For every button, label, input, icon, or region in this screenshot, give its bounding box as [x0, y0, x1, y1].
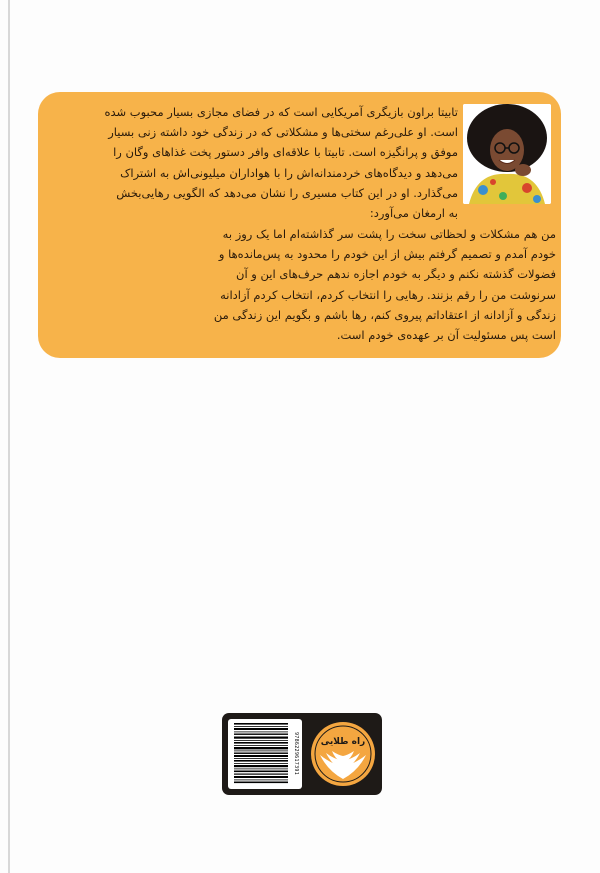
publisher-logo — [308, 719, 378, 789]
author-bio-text — [58, 102, 458, 223]
quote-line: من هم مشکلات و لحظاتی سخت را پشت سر گذاشته‌ام اما یک روز به — [222, 227, 556, 241]
quote-line: سرنوشت من را رقم بزنند. رهایی را انتخاب کردم، انتخاب کردم آزادانه — [220, 287, 556, 302]
author-quote-text — [58, 224, 556, 345]
isbn-number: 9786229617391 — [293, 732, 299, 776]
bio-line: می‌دهد و دیدگاه‌های خردمندانه‌اش را با هواداران میلیونی‌اش به اشتراک — [120, 165, 458, 180]
barcode-publisher-block — [222, 713, 382, 795]
bio-line: است. او علی‌رغم سختی‌ها و مشکلاتی که در زندگی خود داشته زنی بسیار — [108, 125, 458, 140]
page-edge — [8, 0, 10, 873]
publisher-logo-text: راه طلایی — [320, 737, 366, 747]
quote-line: است پس مسئولیت آن بر عهده‌ی خودم است. — [336, 328, 556, 343]
isbn-barcode — [228, 719, 302, 789]
quote-line: فضولات گذشته نکنم و دیگر به خودم اجازه ندهم حرف‌های این و آن — [236, 267, 556, 282]
bio-line: به ارمغان می‌آورد: — [369, 206, 458, 221]
bio-line: می‌گذارد. او در این کتاب مسیری را نشان می‌دهد که الگویی رهایی‌بخش — [116, 185, 458, 200]
bio-line: موفق و پرانگیزه است. تابیتا با علاقه‌ای وافر دستور پخت غذاهای وگان را — [113, 145, 458, 160]
quote-line: زندگی و آزادانه از اعتقاداتم پیروی کنم، رها باشم و بگویم این زندگی من — [213, 307, 556, 322]
bio-line: تابیتا براون بازیگری آمریکایی است که در فضای مجازی بسیار محبوب شده — [104, 105, 458, 119]
author-info-panel — [38, 92, 561, 358]
quote-line: خودم آمدم و تصمیم گرفتم بیش از این خودم را محدود به پس‌مانده‌ها و — [218, 247, 556, 262]
author-photo — [463, 104, 551, 204]
